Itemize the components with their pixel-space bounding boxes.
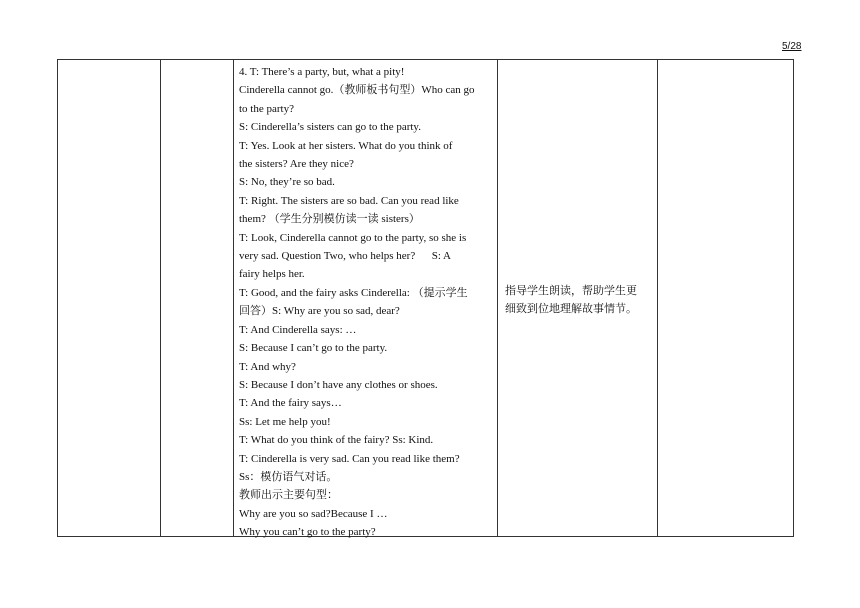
lesson-line: Why you can’t go to the party? xyxy=(239,526,376,539)
lesson-line: S: No, they’re so bad. xyxy=(239,176,335,189)
page-number: 5/28 xyxy=(782,41,802,52)
intent-line: 细致到位地理解故事情节。 xyxy=(505,303,637,315)
lesson-line: T: Right. The sisters are so bad. Can you read like xyxy=(239,194,459,207)
lesson-line: Ss: Let me help you! xyxy=(239,415,331,428)
lesson-line: T: What do you think of the fairy? Ss: Kind. xyxy=(239,434,434,447)
lesson-line: T: And the fairy says… xyxy=(239,397,342,410)
lesson-line: T: And why? xyxy=(239,360,296,373)
lesson-line: T: Yes. Look at her sisters. What do you think of xyxy=(239,139,453,152)
lesson-line: to the party? xyxy=(239,102,294,115)
lesson-line: the sisters? Are they nice? xyxy=(239,158,354,171)
lesson-line: S: Because I can’t go to the party. xyxy=(239,342,388,355)
lesson-line: T: Cinderella is very sad. Can you read like them? xyxy=(239,452,460,465)
lesson-table xyxy=(57,59,794,537)
intent-line: 指导学生朗读，帮助学生更 xyxy=(505,285,637,297)
lesson-line: T: Good, and the fairy asks Cinderella: （提示学生 xyxy=(239,286,468,299)
lesson-line: S: Cinderella’s sisters can go to the party. xyxy=(239,121,421,134)
lesson-line: 回答）S: Why are you so sad, dear? xyxy=(239,305,400,318)
lesson-line: S: Because I don’t have any clothes or shoes. xyxy=(239,378,438,391)
lesson-line: 4. T: There’s a party, but, what a pity! xyxy=(239,66,405,78)
column-divider xyxy=(160,60,161,536)
lesson-line: T: And Cinderella says: … xyxy=(239,323,357,336)
lesson-line: fairy helps her. xyxy=(239,268,305,281)
lesson-line: Cinderella cannot go.（教师板书句型）Who can go xyxy=(239,84,475,97)
lesson-line: 教师出示主要句型： xyxy=(239,489,338,502)
lesson-line: Why are you so sad?Because I … xyxy=(239,507,388,520)
lesson-line: them? （学生分别模仿读一读 sisters） xyxy=(239,213,420,226)
column-divider xyxy=(233,60,234,536)
teaching-process-cell xyxy=(239,63,497,542)
design-intent-cell xyxy=(505,282,655,318)
column-divider xyxy=(657,60,658,536)
lesson-line: very sad. Question Two, who helps her? S: A xyxy=(239,250,451,263)
column-divider xyxy=(497,60,498,536)
lesson-line: Ss：模仿语气对话。 xyxy=(239,470,338,483)
lesson-line: T: Look, Cinderella cannot go to the party, so she is xyxy=(239,231,467,244)
